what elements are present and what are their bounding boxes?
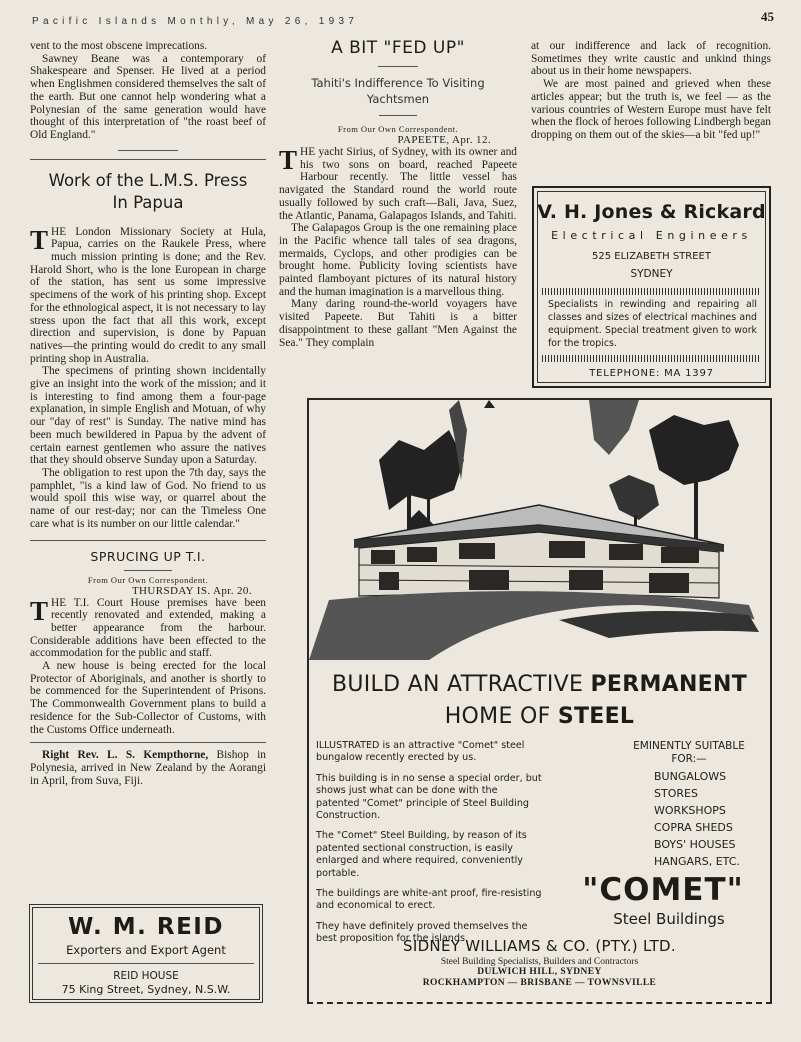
paragraph: Sawney Beane was a contemporary of Shakespeare and Spenser. He lived at a period when Englishmen considered themselves the salt of the earth. But one cannot help wondering what a Polynesian of the same generation would have thought of this interpretation of "the roast beef of Old England.": [30, 52, 266, 141]
fedup-byline: From Our Own Correspondent.: [337, 124, 459, 134]
divider: [118, 150, 178, 151]
fedup-headline: A BIT "FED UP": [331, 38, 465, 58]
suitable-item: COPRA SHEDS: [654, 821, 733, 834]
comet-copy-item: This building is in no sense a special order, but shows just what can be done with the patented "Comet" principle of Steel Building Construction.: [316, 772, 542, 822]
comet-copy-item: They have definitely proved themselves the best proposition for the islands.: [316, 920, 528, 945]
column-3: [531, 40, 771, 142]
suitable-item: HANGARS, ETC.: [654, 855, 740, 868]
reid-name: W. M. REID: [68, 914, 224, 940]
jones-city: SYDNEY: [630, 268, 673, 280]
suitable-list: [654, 768, 740, 870]
paragraph: We are most pained and grieved when these articles appear; but the truth is, we feel — as the various countries of Western Europe must have felt when the flock of heroes following Lindbergh began dropping on them out of the skies—a bit "fed up!": [531, 78, 771, 141]
divider: [30, 540, 266, 541]
divider: [378, 66, 418, 67]
ti-headline: SPRUCING UP T.I.: [90, 548, 206, 564]
jones-phone: TELEPHONE: MA 1397: [589, 368, 714, 379]
paragraph: Many daring round-the-world voyagers have visited Papeete. But Tahiti is a bitter disappointment to these gallant "Men Against the Sea." They complain: [279, 298, 517, 349]
divider: [379, 115, 417, 116]
jones-street: 525 ELIZABETH STREET: [592, 251, 711, 262]
company-branches: ROCKHAMPTON — BRISBANE — TOWNSVILLE: [422, 978, 657, 988]
reid-address: 75 King Street, Sydney, N.S.W.: [61, 983, 231, 996]
comet-advert: [307, 398, 772, 1004]
ti-article: [30, 597, 266, 737]
comet-copy-item: ILLUSTRATED is an attractive "Comet" steel bungalow recently erected by us.: [316, 740, 525, 764]
subheadline-bold: STEEL: [557, 704, 635, 729]
jones-name: V. H. Jones & Rickard: [537, 201, 766, 223]
subheadline-light: HOME OF: [444, 704, 551, 729]
lms-article: [30, 226, 266, 531]
ti-byline: From Our Own Correspondent.: [87, 574, 209, 585]
column-1: [30, 40, 266, 787]
jones-trade: Electrical Engineers: [551, 229, 752, 242]
fedup-dateline: PAPEETE, Apr. 12.: [397, 134, 491, 146]
bungalow-illustration: [309, 400, 770, 660]
fedup-continued: [531, 40, 771, 142]
drop-cap: T: [30, 224, 49, 255]
bishop-note: [30, 749, 266, 787]
drop-cap: T: [30, 595, 49, 626]
paragraph: HE yacht Sirius, of Sydney, with its owner and his two sons on board, reached Papeete Harbour recently. The little vessel has navigated the Standard round the world route usually followed by such craft—Bali, Java, Suez, the Atlantic, Panama, Galapagos Islands, and Tahiti.: [279, 146, 517, 222]
reid-house: REID HOUSE: [113, 970, 179, 982]
reid-advert: [29, 904, 263, 1003]
reid-tagline: Exporters and Export Agent: [66, 943, 226, 957]
lms-headline: Work of the L.M.S. Press In Papua: [48, 170, 248, 212]
divider: [30, 159, 266, 160]
jones-blurb: Specialists in rewinding and repairing all classes and sizes of electrical machines and equipment. Special treatment given to work for the tropics.: [548, 299, 757, 349]
headline-light: BUILD AN ATTRACTIVE: [331, 672, 584, 697]
suitable-item: STORES: [654, 787, 698, 800]
bishop-name: Right Rev. L. S. Kempthorne,: [42, 749, 209, 762]
company-desc: Steel Building Specialists, Builders and Contractors: [440, 957, 639, 967]
company-name: SIDNEY WILLIAMS & CO. (PTY.) LTD.: [403, 937, 676, 955]
bishop-text: Bishop in Polynesia, arrived in New Zealand by the Aorangi in April, from Suva, Fiji.: [30, 749, 266, 787]
paragraph: HE T.I. Court House premises have been recently renovated and extended, making a better appearance from the harbour. Considerable additions have been effected to the accommodation for the public and staff.: [30, 596, 266, 660]
paragraph: A new house is being erected for the local Protector of Aboriginals, and another is shortly to be commenced for the Superintendent of Prisons. The Commonwealth Government plans to build a residence for the Sub-Collector of Customs, with the Customs Office underneath.: [30, 660, 266, 736]
paragraph: vent to the most obscene imprecations.: [30, 40, 208, 52]
paragraph: The obligation to rest upon the 7th day, says the pamphlet, "is a kind law of God. No friend to us would spoil this wise way, or quarrel about the name of our rest-day; nor can the Timeless One care what is its number on our little calendar.": [30, 466, 266, 530]
fedup-article: [279, 146, 517, 349]
divider: [30, 742, 266, 743]
paragraph: The Galapagos Group is the one remaining place in the Pacific whence tall tales of sea dragons, mermaids, Cyclops, and other prodigies can be brought home. Publicity loving scientists have painted flamboyant pictures of its natural history and the human imagination is a marvellous thing.: [279, 222, 517, 298]
headline-bold: PERMANENT: [590, 672, 748, 697]
masthead: [32, 11, 772, 27]
jones-advert: [532, 186, 771, 388]
ti-dateline: THURSDAY IS. Apr. 20.: [131, 584, 252, 597]
comet-copy-item: The buildings are white-ant proof, fire-resisting and economical to erect.: [316, 888, 542, 912]
column-2: [279, 38, 517, 349]
paragraph: HE London Missionary Society at Hula, Papua, carries on the Raukele Press, where much mission printing is done; and the Rev. Harold Short, who is the lone European in charge of the station, has sent us some impressive specimens of the work of his printing shop. Except for the ethnological aspect, it is not necessary to lay stress upon the fact that all this work, except direction and supervision, is done by Papuan natives—the printing would do credit to any small printing shop in Australia.: [30, 225, 266, 365]
publication-line: Pacific Islands Monthly, May 26, 1937: [32, 16, 359, 27]
suitable-item: BOYS' HOUSES: [654, 838, 736, 851]
divider: [124, 570, 172, 571]
comet-copy-item: The "Comet" Steel Building, by reason of its patented sectional construction, is easily enlarged and where required, conveniently portable.: [316, 830, 527, 879]
paragraph: The specimens of printing shown incidentally give an insight into the work of the mission; and it is interesting to find among them a four-page explanation, in simple English and Motuan, of why our "day of rest" is Sunday. The native mind has been much bewildered in Papua by the advent of certain earnest gentlemen who assure the natives that they should observe Sunday upon a Saturday.: [30, 365, 266, 467]
continued-article: [30, 40, 266, 142]
drop-cap: T: [279, 145, 298, 175]
paragraph: at our indifference and lack of recognition. Sometimes they write caustic and unkind things about us in their home newspapers.: [531, 40, 771, 78]
comet-subheadline: [309, 704, 770, 729]
suitable-heading: EMINENTLY SUITABLE FOR:—: [633, 740, 745, 765]
fedup-subtitle: Tahiti's Indifference To Visiting Yachtsmen: [311, 76, 485, 106]
suitable-item: WORKSHOPS: [654, 804, 726, 817]
divider: [38, 963, 254, 964]
comet-copy: [316, 740, 542, 946]
comet-brand-sub: Steel Buildings: [613, 910, 725, 928]
suitable-item: BUNGALOWS: [654, 770, 727, 783]
comet-brand: "COMET": [582, 872, 744, 908]
page-number: 45: [761, 9, 774, 24]
comet-headline: [309, 672, 770, 697]
company-address: DULWICH HILL, SYDNEY: [477, 967, 602, 977]
